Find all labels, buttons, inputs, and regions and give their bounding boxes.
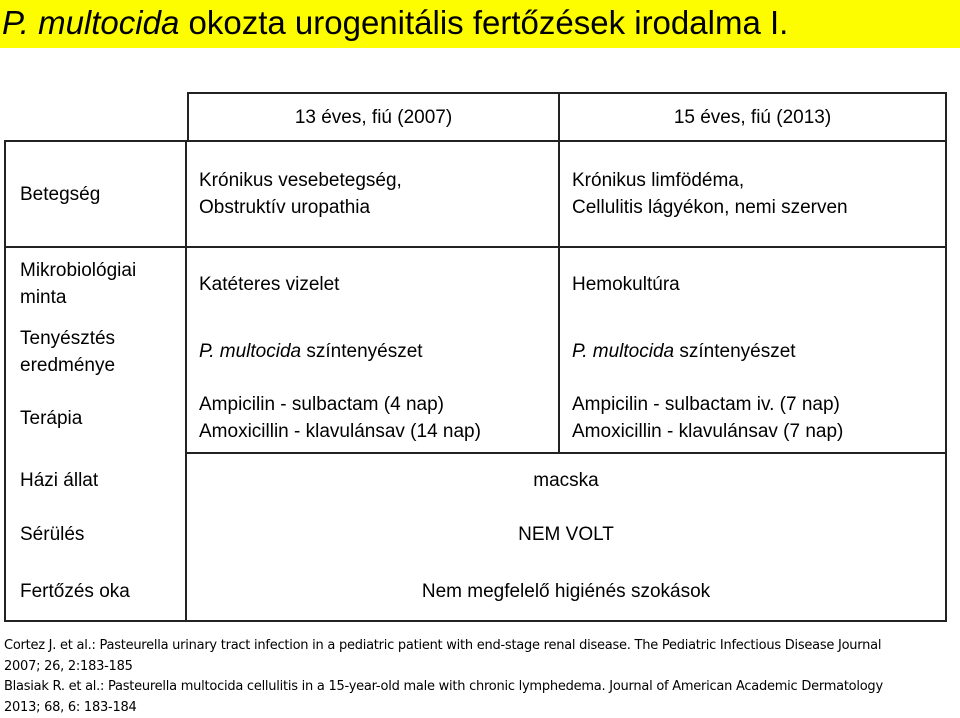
cell-line: Hemokultúra xyxy=(572,271,945,298)
cell-line: Katéteres vizelet xyxy=(199,271,558,298)
cell-sample-2013 xyxy=(558,248,947,320)
header-case-2013-text: 15 éves, fiú (2013) xyxy=(674,104,831,131)
slide-title-rest: okozta urogenitális fertőzések irodalma I. xyxy=(179,4,788,41)
cell-line: Krónikus vesebetegség, xyxy=(199,167,558,194)
header-case-2007-text: 13 éves, fiú (2007) xyxy=(295,104,452,131)
cell-text: színtenyészet xyxy=(301,341,422,362)
comparison-table xyxy=(4,92,947,622)
cell-pet-merged xyxy=(187,454,947,506)
header-case-2007 xyxy=(187,92,558,140)
cell-line: Cellulitis lágyékon, nemi szerven xyxy=(572,194,945,221)
row-label-therapy xyxy=(4,383,187,454)
cell-line xyxy=(572,338,945,365)
row-label-therapy-text: Terápia xyxy=(20,405,185,432)
cell-line xyxy=(199,338,558,365)
slide-title-italic: P. multocida xyxy=(2,4,179,41)
reference-line: Blasiak R. et al.: Pasteurella multocida cellulitis in a 15-year-old male with chronic lymphedema. Journal of American Academic Dermatology xyxy=(4,677,960,698)
cell-line: NEM VOLT xyxy=(518,521,614,548)
reference-line: 2013; 68, 6: 183-184 xyxy=(4,698,960,718)
row-label-line: minta xyxy=(20,284,185,311)
cell-line: Obstruktív uropathia xyxy=(199,194,558,221)
cell-line: Nem megfelelő higiénés szokások xyxy=(422,578,710,605)
organism-name: P. multocida xyxy=(572,341,674,362)
cell-disease-2007 xyxy=(187,140,558,248)
row-label-line: Mikrobiológiai xyxy=(20,257,185,284)
row-label-pet xyxy=(4,454,187,506)
row-label-pet-text: Házi állat xyxy=(20,467,185,494)
row-label-cause-text: Fertőzés oka xyxy=(20,578,185,605)
reference-line: 2007; 26, 2:183-185 xyxy=(4,657,960,678)
cell-line: Amoxicillin - klavulánsav (14 nap) xyxy=(199,418,558,445)
row-label-cause xyxy=(4,563,187,622)
cell-line: Amoxicillin - klavulánsav (7 nap) xyxy=(572,418,945,445)
row-label-line: eredménye xyxy=(20,352,185,379)
references xyxy=(4,636,960,718)
cell-line: Ampicilin - sulbactam iv. (7 nap) xyxy=(572,391,945,418)
header-case-2013 xyxy=(558,92,947,140)
row-label-disease xyxy=(4,140,187,248)
row-label-injury-text: Sérülés xyxy=(20,521,185,548)
cell-therapy-2007 xyxy=(187,383,558,454)
cell-line: Ampicilin - sulbactam (4 nap) xyxy=(199,391,558,418)
cell-text: színtenyészet xyxy=(674,341,795,362)
row-label-sample xyxy=(4,248,187,320)
reference-line: Cortez J. et al.: Pasteurella urinary tract infection in a pediatric patient with end-stage renal disease. The Pediatric Infectious Disease Journal xyxy=(4,636,960,657)
cell-sample-2007 xyxy=(187,248,558,320)
row-label-line: Tenyésztés xyxy=(20,325,185,352)
slide-title xyxy=(0,0,960,48)
row-label-injury xyxy=(4,506,187,563)
cell-disease-2013 xyxy=(558,140,947,248)
cell-culture-2013 xyxy=(558,320,947,383)
cell-line: macska xyxy=(533,467,598,494)
row-label-culture xyxy=(4,320,187,383)
cell-culture-2007 xyxy=(187,320,558,383)
row-label-disease-text: Betegség xyxy=(20,181,185,208)
cell-therapy-2013 xyxy=(558,383,947,454)
cell-injury-merged xyxy=(187,506,947,563)
cell-line: Krónikus limfödéma, xyxy=(572,167,945,194)
organism-name: P. multocida xyxy=(199,341,301,362)
cell-cause-merged xyxy=(187,563,947,622)
table-corner xyxy=(4,92,187,140)
